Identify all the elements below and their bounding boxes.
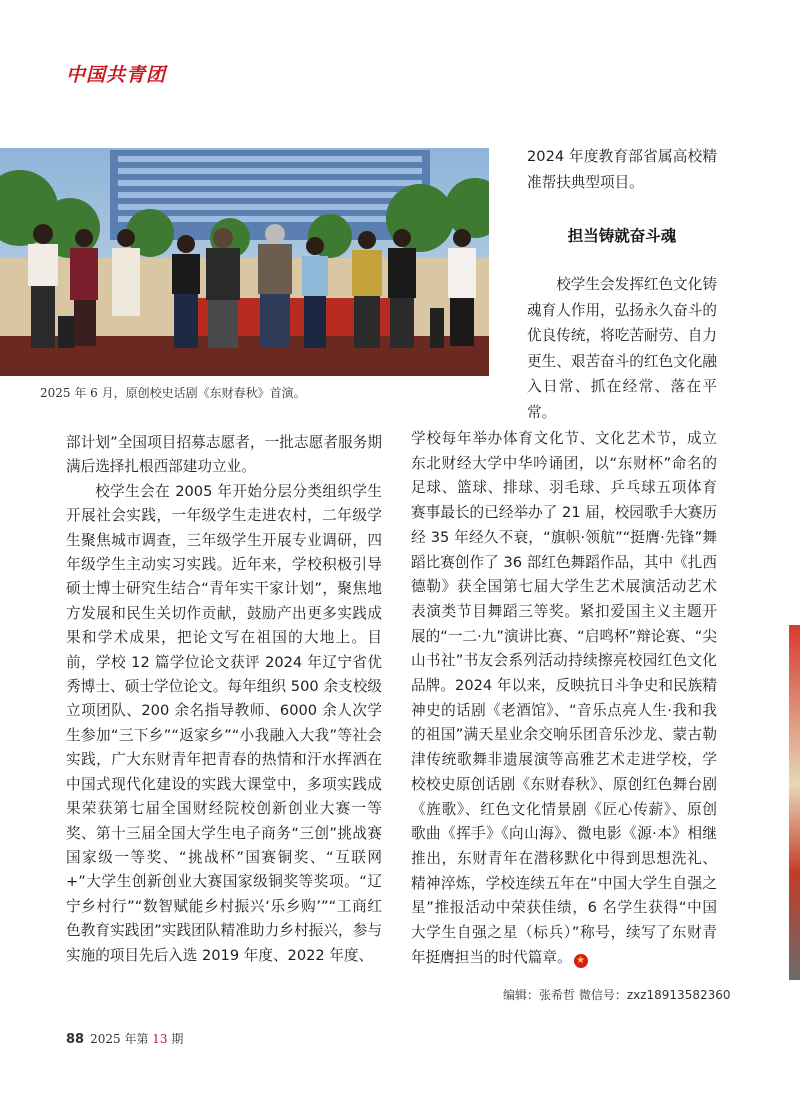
issue-prefix: 2025 年第 <box>90 1032 153 1046</box>
right-paragraph-start: 校学生会发挥红色文化铸魂育人作用，弘扬永久奋斗的优良传统，将吃苦耐劳、自力更生、艰苦奋斗的红色文化融入日常、抓在经常、落在平常。 <box>527 276 717 421</box>
right-top-text: 2024 年度教育部省属高校精准帮扶典型项目。 <box>527 148 717 191</box>
adjacent-page-edge <box>789 625 800 980</box>
end-star-icon: ★ <box>574 954 588 968</box>
editor-credit: 编辑：张希哲 微信号：zxz18913582360 <box>503 988 731 1002</box>
right-paragraph-rest <box>411 427 717 970</box>
right-column-narrow <box>527 272 717 425</box>
section-heading: 担当铸就奋斗魂 <box>567 227 677 245</box>
stage-photo-illustration <box>0 148 489 376</box>
masthead-logo: 中国共青团 <box>66 64 167 86</box>
right-paragraph-rest-text: 学校每年举办体育文化节、文化艺术节，成立东北财经大学中华吟诵团，以“东财杯”命名的足球、篮球、排球、羽毛球、乒乓球五项体育赛事最长的已经举办了 21 届，校园歌手大赛历经 35 年经久不衰，“旗帜·领航”“挺膺·先锋”舞蹈比赛创作了 36 部红色舞蹈作品，其中《扎西德勒》获全国第七届大学生艺术展演活动艺术表演类节目舞蹈三等奖。紧扣爱国主义主题开展的“一二·九”演讲比赛、“启鸣杯”辩论赛、“尖山书社”书友会系列活动持续擦亮校园红色文化品牌。2024 年以来，反映抗日斗争史和民族精神史的话剧《老酒馆》、“音乐点亮人生·我和我的祖国”满天星业余交响乐团音乐沙龙、蒙古勒津传统歌舞非遗展演等高雅艺术走进学校，学校校史原创话剧《东财春秋》、原创红色舞台剧《旌歌》、红色文化情景剧《匠心传薪》、原创歌曲《挥手》《向山海》、微电影《源·本》相继推出，东财青年在潜移默化中得到思想洗礼、精神淬炼，学校连续五年在“中国大学生自强之星”推报活动中荣获佳绩，6 名学生获得“中国大学生自强之星（标兵）”称号，续写了东财青年挺膺担当的时代篇章。 <box>411 430 717 966</box>
stage-photo <box>0 148 489 376</box>
left-paragraph-2: 校学生会在 2005 年开始分层分类组织学生开展社会实践，一年级学生走进农村，二年级学生聚焦城市调查，三年级学生开展专业调研，四年级学生主动实习实践。近年来，学校积极引导硕士博士研究生结合“青年实干家计划”，聚焦地方发展和民生关切作贡献，鼓励产出更多实践成果和学术成果，把论文写在祖国的大地上。目前，学校 12 篇学位论文获评 2024 年辽宁省优秀博士、硕士学位论文。每年组织 500 余支校级立项团队、200 余名指导教师、6000 余人次学生参加“三下乡”“返家乡”“小我融入大我”等社会实践，广大东财青年把青春的热情和汗水挥洒在中国式现代化建设的实践大课堂中，多项实践成果荣获第七届全国财经院校创新创业大赛一等奖、第十三届全国大学生电子商务“三创”挑战赛国家级一等奖、“挑战杯”国赛铜奖、“互联网 +”大学生创新创业大赛国家级铜奖等奖项。“辽宁乡村行”“数智赋能乡村振兴‘乐乡购’”“工商红色教育实践团”实践团队精准助力乡村振兴，参与实施的项目先后入选 2019 年度、2022 年度、 <box>66 482 382 964</box>
page-footer <box>66 1030 183 1047</box>
right-column-top <box>527 144 717 196</box>
issue-suffix: 期 <box>167 1032 184 1046</box>
right-column-wide <box>411 427 717 970</box>
issue-number: 13 <box>152 1032 168 1046</box>
page-number: 88 <box>66 1032 85 1047</box>
left-column <box>66 431 382 968</box>
photo-caption: 2025 年 6 月，原创校史话剧《东财春秋》首演。 <box>40 386 306 400</box>
left-paragraph-1: 部计划”全国项目招募志愿者，一批志愿者服务期满后选择扎根西部建功立业。 <box>66 434 382 476</box>
